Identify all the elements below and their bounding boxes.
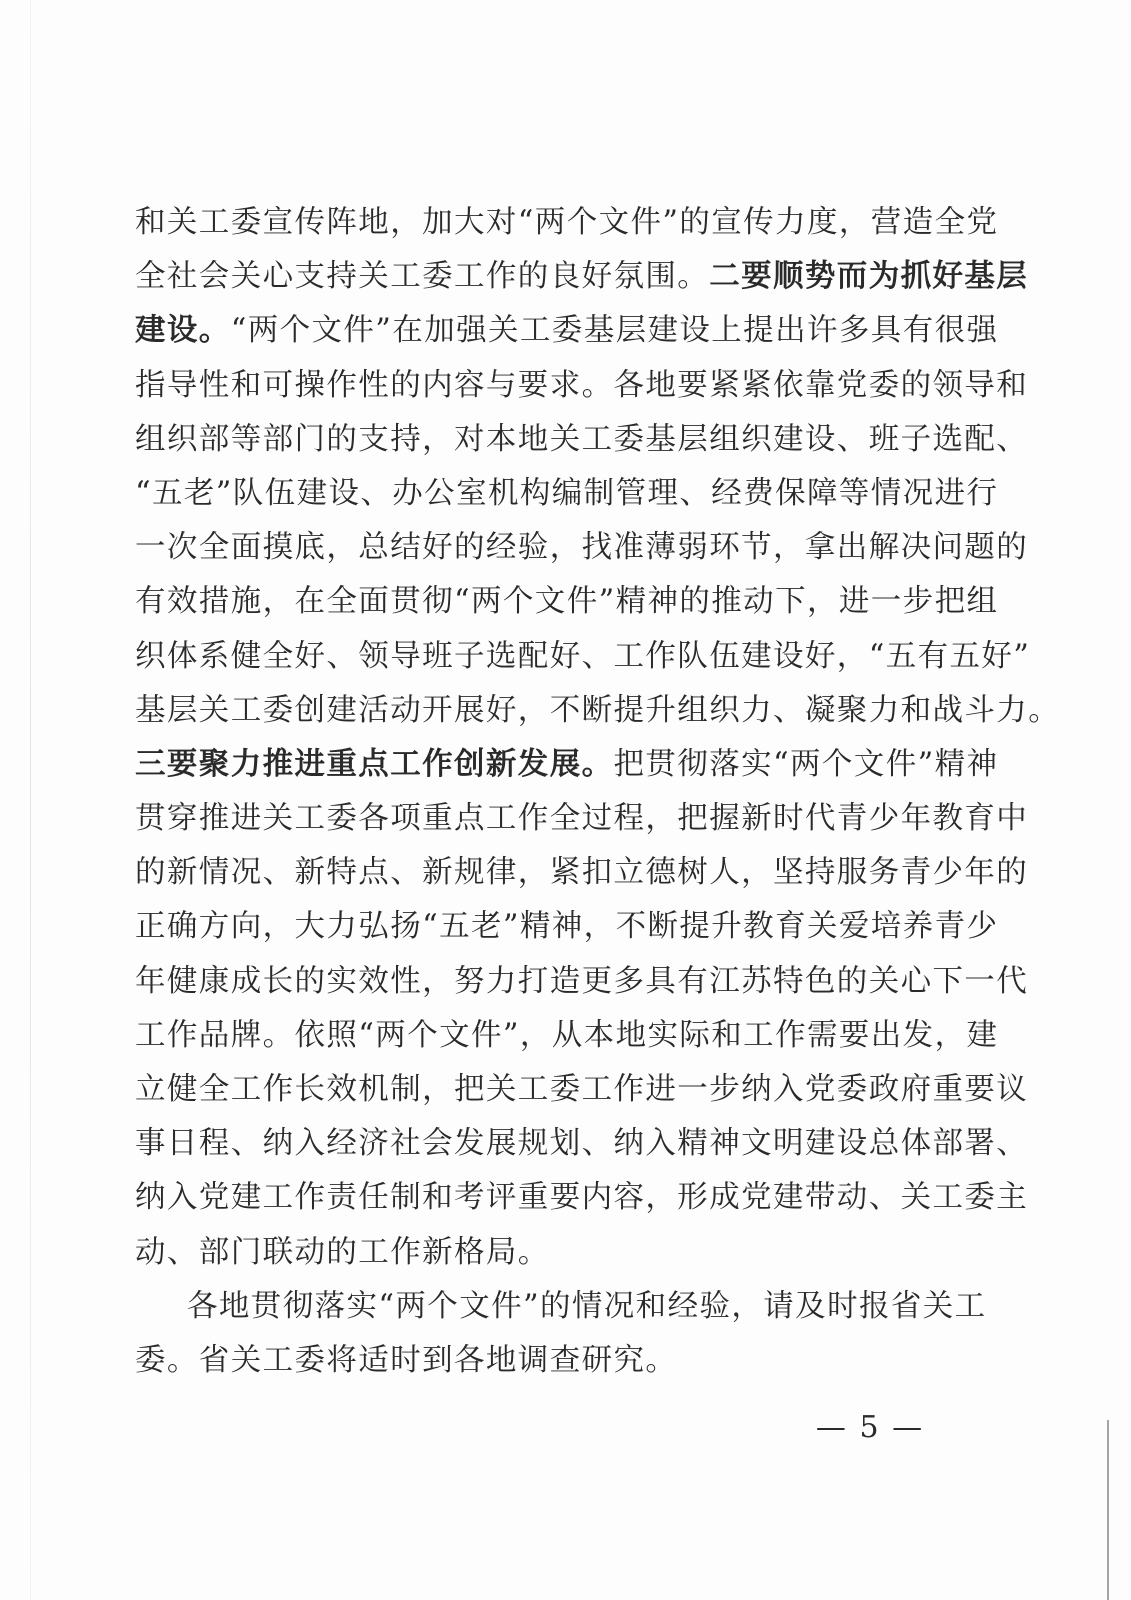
text-line: 贯穿推进关工委各项重点工作全过程，把握新时代青少年教育中 xyxy=(135,801,1029,837)
text-line: 指导性和可操作性的内容与要求。各地要紧紧依靠党委的领导和 xyxy=(135,367,1029,403)
text-line: 的新情况、新特点、新规律，紧扣立德树人，坚持服务青少年的 xyxy=(135,855,1029,891)
text-run: 全社会关心支持关工委工作的良好氛围。 xyxy=(135,259,710,295)
text-line xyxy=(135,250,1029,304)
text-line: 织体系健全好、领导班子选配好、工作队伍建设好，“五有五好” xyxy=(135,638,1031,674)
text-line: 年健康成长的实效性，努力打造更多具有江苏特色的关心下一代 xyxy=(135,963,1029,999)
text-line: 纳入党建工作责任制和考评重要内容，形成党建带动、关工委主 xyxy=(135,1180,1029,1216)
text-line xyxy=(135,304,999,358)
text-line: 立健全工作长效机制，把关工委工作进一步纳入党委政府重要议 xyxy=(135,1072,1029,1107)
text-line: 组织部等部门的支持，对本地关工委基层组织建设、班子选配、 xyxy=(135,421,1029,457)
text-run: 把贯彻落实“两个文件”精神 xyxy=(613,746,999,782)
bold-heading-run: 建设。 xyxy=(135,313,231,349)
text-run: “两个文件”在加强关工委基层建设上提出许多具有很强 xyxy=(230,313,999,349)
text-line: 事日程、纳入经济社会发展规划、纳入精神文明建设总体部署、 xyxy=(135,1126,1029,1162)
text-line: 各地贯彻落实“两个文件”的情况和经验，请及时报省关工 xyxy=(187,1288,987,1324)
scan-edge-left xyxy=(30,0,31,1600)
bold-heading-run: 二要顺势而为抓好基层 xyxy=(709,259,1029,295)
text-line: 一次全面摸底，总结好的经验，找准薄弱环节，拿出解决问题的 xyxy=(135,530,1029,566)
bold-heading-run: 三要聚力推进重点工作创新发展。 xyxy=(135,746,614,782)
text-line: 工作品牌。依照“两个文件”，从本地实际和工作需要出发，建 xyxy=(135,1017,999,1053)
text-line: 基层关工委创建活动开展好，不断提升组织力、凝聚力和战斗力。 xyxy=(135,692,1061,728)
text-line: 正确方向，大力弘扬“五老”精神，不断提升教育关爱培养青少 xyxy=(135,909,999,945)
document-body xyxy=(135,196,1061,1388)
text-line: 有效措施，在全面贯彻“两个文件”精神的推动下，进一步把组 xyxy=(135,584,999,620)
scan-edge-right xyxy=(1107,1420,1109,1600)
text-line: 动、部门联动的工作新格局。 xyxy=(135,1234,550,1270)
text-line: 和关工委宣传阵地，加大对“两个文件”的宣传力度，营造全党 xyxy=(135,205,999,240)
text-line: 委。省关工委将适时到各地调查研究。 xyxy=(135,1342,678,1378)
text-line: “五老”队伍建设、办公室机构编制管理、经费保障等情况进行 xyxy=(135,475,999,511)
page-number: — 5 — xyxy=(815,1410,925,1445)
text-line xyxy=(135,738,999,792)
